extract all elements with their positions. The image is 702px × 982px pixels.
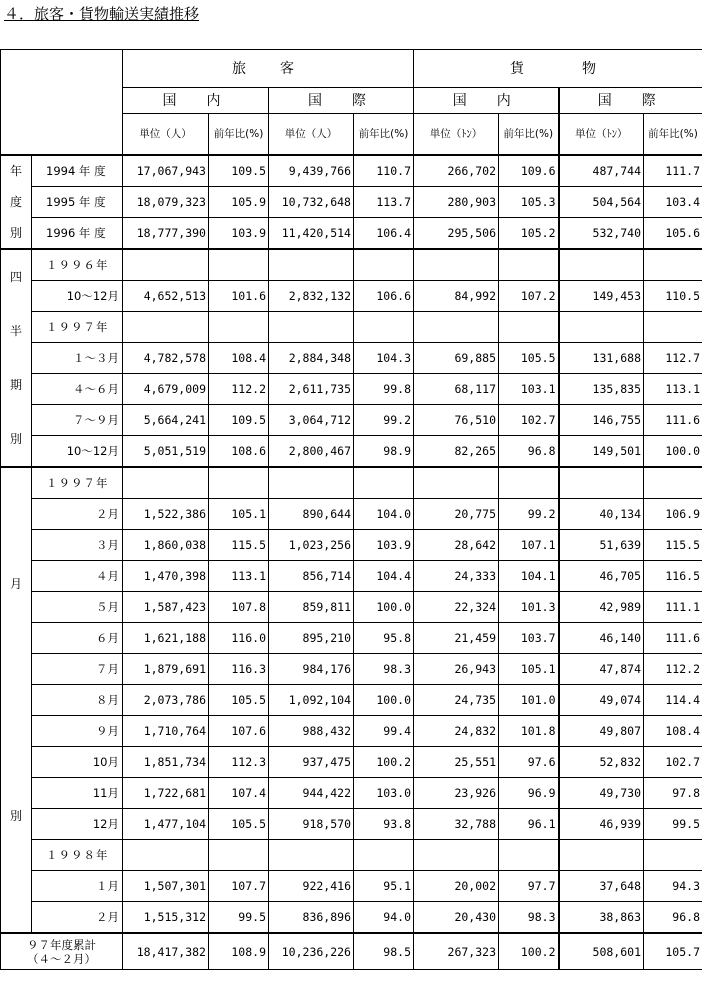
empty-cell — [499, 840, 559, 871]
cell-fd: 295,506 — [414, 218, 499, 250]
group-label-stack — [1, 468, 31, 932]
empty-cell — [644, 467, 702, 499]
group-annual — [1, 155, 32, 249]
cell-fdy: 98.3 — [499, 902, 559, 934]
cell-pd: 1,515,312 — [123, 902, 209, 934]
group-label-char: 四 — [9, 270, 22, 284]
cell-fiy: 100.0 — [644, 436, 702, 468]
cell-piy: 98.5 — [354, 933, 414, 970]
header-freight: 貨 物 — [414, 50, 702, 88]
cell-fi: 38,863 — [559, 902, 644, 934]
cell-fd: 266,702 — [414, 155, 499, 187]
row-label: ３月 — [32, 530, 123, 561]
cell-pi: 918,570 — [269, 809, 354, 840]
cell-fiy: 97.8 — [644, 778, 702, 809]
group-label-char: 月 — [9, 577, 22, 591]
cell-fi: 487,744 — [559, 155, 644, 187]
group-label-char: 度 — [9, 194, 22, 209]
cell-piy: 99.8 — [354, 374, 414, 405]
empty-cell — [123, 840, 209, 871]
cell-fd: 267,323 — [414, 933, 499, 970]
row-label: １月 — [32, 871, 123, 902]
cell-fdy: 107.1 — [499, 530, 559, 561]
cell-pd: 1,851,734 — [123, 747, 209, 778]
cumulative-label-line1: ９７年度累計 — [27, 937, 96, 952]
cell-pi: 984,176 — [269, 654, 354, 685]
table-row — [1, 747, 702, 778]
empty-cell — [123, 312, 209, 343]
group-label-char: 半 — [9, 324, 22, 338]
header-row-1 — [1, 50, 702, 88]
table-row — [1, 778, 702, 809]
cell-pd: 18,777,390 — [123, 218, 209, 250]
row-label: 10～12月 — [32, 281, 123, 312]
empty-cell — [644, 840, 702, 871]
cell-fi: 52,832 — [559, 747, 644, 778]
table-row — [1, 809, 702, 840]
cell-fiy: 113.1 — [644, 374, 702, 405]
empty-cell — [269, 840, 354, 871]
cell-fdy: 101.8 — [499, 716, 559, 747]
table-row — [1, 902, 702, 934]
cell-piy: 104.0 — [354, 499, 414, 530]
header-freight-international: 国 際 — [559, 88, 702, 114]
table-row — [1, 405, 702, 436]
cell-pi: 988,432 — [269, 716, 354, 747]
cell-pi: 937,475 — [269, 747, 354, 778]
cell-fd: 22,324 — [414, 592, 499, 623]
empty-cell — [414, 840, 499, 871]
cell-fiy: 110.5 — [644, 281, 702, 312]
cell-piy: 106.6 — [354, 281, 414, 312]
cell-pdy: 112.3 — [209, 747, 269, 778]
cell-pi: 1,092,104 — [269, 685, 354, 716]
cell-pi: 2,832,132 — [269, 281, 354, 312]
table-row — [1, 871, 702, 902]
cell-fdy: 105.3 — [499, 187, 559, 218]
cell-pdy: 112.2 — [209, 374, 269, 405]
table-row — [1, 623, 702, 654]
cell-pi: 944,422 — [269, 778, 354, 809]
group-quarter — [1, 249, 32, 467]
empty-cell — [559, 840, 644, 871]
cell-fdy: 96.1 — [499, 809, 559, 840]
empty-cell — [354, 840, 414, 871]
cell-fdy: 103.7 — [499, 623, 559, 654]
cell-piy: 113.7 — [354, 187, 414, 218]
cell-pi: 9,439,766 — [269, 155, 354, 187]
yoy-header: 前年比(%) — [499, 114, 559, 156]
cumulative-label — [1, 933, 123, 970]
cell-fdy: 102.7 — [499, 405, 559, 436]
cell-fi: 49,074 — [559, 685, 644, 716]
cell-fdy: 105.5 — [499, 343, 559, 374]
cell-fiy: 111.6 — [644, 405, 702, 436]
cell-pd: 1,587,423 — [123, 592, 209, 623]
cell-pd: 17,067,943 — [123, 155, 209, 187]
empty-cell — [354, 467, 414, 499]
cell-fd: 76,510 — [414, 405, 499, 436]
cell-pdy: 116.3 — [209, 654, 269, 685]
cell-fdy: 97.6 — [499, 747, 559, 778]
cell-fiy: 94.3 — [644, 871, 702, 902]
empty-cell — [269, 467, 354, 499]
cell-fiy: 112.2 — [644, 654, 702, 685]
empty-cell — [559, 249, 644, 281]
group-monthly — [1, 467, 32, 933]
table-row — [1, 187, 702, 218]
row-label: 1994 年 度 — [32, 155, 123, 187]
cell-pd: 18,417,382 — [123, 933, 209, 970]
cell-fiy: 114.4 — [644, 685, 702, 716]
cell-fdy: 96.8 — [499, 436, 559, 468]
cell-fd: 82,265 — [414, 436, 499, 468]
empty-cell — [209, 312, 269, 343]
cell-pi: 2,884,348 — [269, 343, 354, 374]
section-year: １９９７年 — [32, 312, 123, 343]
cell-pdy: 107.8 — [209, 592, 269, 623]
cell-fd: 20,002 — [414, 871, 499, 902]
empty-cell — [499, 312, 559, 343]
page-title: ４．旅客・貨物輸送実績推移 — [4, 5, 200, 23]
row-label: ２月 — [32, 902, 123, 934]
empty-cell — [644, 312, 702, 343]
cell-pi: 10,236,226 — [269, 933, 354, 970]
row-label: ８月 — [32, 685, 123, 716]
empty-cell — [354, 249, 414, 281]
cell-pd: 1,710,764 — [123, 716, 209, 747]
cell-fiy: 106.9 — [644, 499, 702, 530]
cell-piy: 95.8 — [354, 623, 414, 654]
cell-pd: 5,051,519 — [123, 436, 209, 468]
cell-pd: 4,782,578 — [123, 343, 209, 374]
table-row — [1, 654, 702, 685]
cell-pdy: 113.1 — [209, 561, 269, 592]
row-label: ７月 — [32, 654, 123, 685]
row-label: ５月 — [32, 592, 123, 623]
header-passenger-domestic: 国 内 — [123, 88, 269, 114]
cell-pdy: 107.7 — [209, 871, 269, 902]
cell-pd: 1,507,301 — [123, 871, 209, 902]
empty-cell — [209, 249, 269, 281]
cell-pdy: 105.1 — [209, 499, 269, 530]
cell-piy: 100.0 — [354, 685, 414, 716]
row-label: ９月 — [32, 716, 123, 747]
cell-fi: 51,639 — [559, 530, 644, 561]
row-label: 1995 年 度 — [32, 187, 123, 218]
cell-piy: 99.2 — [354, 405, 414, 436]
cell-piy: 94.0 — [354, 902, 414, 934]
row-label: ４～６月 — [32, 374, 123, 405]
cell-pdy: 108.9 — [209, 933, 269, 970]
cell-fdy: 104.1 — [499, 561, 559, 592]
cell-pdy: 108.6 — [209, 436, 269, 468]
group-label-char: 別 — [9, 225, 22, 240]
cell-fdy: 105.1 — [499, 654, 559, 685]
row-label: ２月 — [32, 499, 123, 530]
cell-fi: 149,501 — [559, 436, 644, 468]
cell-pd: 1,477,104 — [123, 809, 209, 840]
cell-piy: 99.4 — [354, 716, 414, 747]
yoy-header: 前年比(%) — [209, 114, 269, 156]
row-label: 12月 — [32, 809, 123, 840]
group-label-stack — [1, 250, 31, 466]
group-label-char: 別 — [9, 432, 22, 446]
yoy-header: 前年比(%) — [644, 114, 702, 156]
cell-pd: 1,621,188 — [123, 623, 209, 654]
table-row — [1, 155, 702, 187]
cell-pi: 836,896 — [269, 902, 354, 934]
table-row — [1, 530, 702, 561]
empty-cell — [354, 312, 414, 343]
empty-cell — [559, 467, 644, 499]
cell-fdy: 107.2 — [499, 281, 559, 312]
cell-piy: 93.8 — [354, 809, 414, 840]
cell-fi: 149,453 — [559, 281, 644, 312]
empty-cell — [414, 312, 499, 343]
cell-fi: 37,648 — [559, 871, 644, 902]
empty-cell — [499, 467, 559, 499]
empty-cell — [269, 249, 354, 281]
cell-piy: 104.4 — [354, 561, 414, 592]
cell-pdy: 105.5 — [209, 685, 269, 716]
empty-cell — [123, 249, 209, 281]
cell-fd: 20,430 — [414, 902, 499, 934]
cell-fdy: 101.3 — [499, 592, 559, 623]
cell-fi: 131,688 — [559, 343, 644, 374]
cell-fd: 68,117 — [414, 374, 499, 405]
cell-fd: 21,459 — [414, 623, 499, 654]
cell-pd: 2,073,786 — [123, 685, 209, 716]
cell-pi: 856,714 — [269, 561, 354, 592]
section-year: １９９７年 — [32, 467, 123, 499]
cell-pd: 4,652,513 — [123, 281, 209, 312]
unit-person: 単位（人） — [123, 114, 209, 156]
cell-fiy: 108.4 — [644, 716, 702, 747]
table-row — [1, 249, 702, 281]
cell-fdy: 101.0 — [499, 685, 559, 716]
cell-fi: 504,564 — [559, 187, 644, 218]
cell-fd: 69,885 — [414, 343, 499, 374]
cell-pd: 1,860,038 — [123, 530, 209, 561]
cell-fiy: 99.5 — [644, 809, 702, 840]
cell-pd: 1,470,398 — [123, 561, 209, 592]
section-year: １９９８年 — [32, 840, 123, 871]
cumulative-label-line2: （４～２月） — [27, 951, 96, 966]
cell-piy: 106.4 — [354, 218, 414, 250]
cell-piy: 110.7 — [354, 155, 414, 187]
cell-fi: 46,705 — [559, 561, 644, 592]
cell-pi: 3,064,712 — [269, 405, 354, 436]
cell-piy: 103.9 — [354, 530, 414, 561]
group-label-char: 年 — [9, 164, 22, 179]
cell-fi: 46,140 — [559, 623, 644, 654]
group-label-stack — [1, 156, 31, 248]
cell-fd: 24,333 — [414, 561, 499, 592]
cell-fi: 42,989 — [559, 592, 644, 623]
cell-pi: 2,611,735 — [269, 374, 354, 405]
table-row — [1, 436, 702, 468]
table-row — [1, 685, 702, 716]
cell-piy: 98.9 — [354, 436, 414, 468]
cell-piy: 104.3 — [354, 343, 414, 374]
cell-fdy: 103.1 — [499, 374, 559, 405]
cell-fd: 26,943 — [414, 654, 499, 685]
cell-fd: 32,788 — [414, 809, 499, 840]
cell-pi: 1,023,256 — [269, 530, 354, 561]
cell-pdy: 101.6 — [209, 281, 269, 312]
cell-fiy: 111.1 — [644, 592, 702, 623]
yoy-header: 前年比(%) — [354, 114, 414, 156]
cell-fi: 49,730 — [559, 778, 644, 809]
empty-cell — [209, 467, 269, 499]
cell-fi: 146,755 — [559, 405, 644, 436]
empty-cell — [559, 312, 644, 343]
cell-fiy: 105.7 — [644, 933, 702, 970]
header-freight-domestic: 国 内 — [414, 88, 559, 114]
table-row — [1, 312, 702, 343]
table-row — [1, 561, 702, 592]
cell-fiy: 116.5 — [644, 561, 702, 592]
cell-fiy: 112.7 — [644, 343, 702, 374]
cell-fiy: 111.7 — [644, 155, 702, 187]
cell-piy: 100.2 — [354, 747, 414, 778]
cell-fd: 23,926 — [414, 778, 499, 809]
cell-pd: 5,664,241 — [123, 405, 209, 436]
cell-piy: 98.3 — [354, 654, 414, 685]
cell-piy: 100.0 — [354, 592, 414, 623]
cell-pdy: 107.6 — [209, 716, 269, 747]
row-label: ６月 — [32, 623, 123, 654]
table-row — [1, 716, 702, 747]
table-row — [1, 374, 702, 405]
cell-fiy: 96.8 — [644, 902, 702, 934]
cell-fi: 47,874 — [559, 654, 644, 685]
cell-pi: 11,420,514 — [269, 218, 354, 250]
cell-pdy: 115.5 — [209, 530, 269, 561]
cell-fiy: 105.6 — [644, 218, 702, 250]
cell-pd: 18,079,323 — [123, 187, 209, 218]
cell-fdy: 105.2 — [499, 218, 559, 250]
table-row — [1, 467, 702, 499]
cell-pdy: 109.5 — [209, 155, 269, 187]
cell-pi: 890,644 — [269, 499, 354, 530]
empty-cell — [414, 467, 499, 499]
cell-pdy: 103.9 — [209, 218, 269, 250]
row-label: 10～12月 — [32, 436, 123, 468]
cell-fdy: 99.2 — [499, 499, 559, 530]
cell-pdy: 99.5 — [209, 902, 269, 934]
cell-fdy: 109.6 — [499, 155, 559, 187]
cell-fdy: 97.7 — [499, 871, 559, 902]
row-label: 10月 — [32, 747, 123, 778]
header-passenger-international: 国 際 — [269, 88, 414, 114]
group-label-char: 期 — [9, 378, 22, 392]
header-passenger: 旅 客 — [123, 50, 414, 88]
cell-pi: 2,800,467 — [269, 436, 354, 468]
cell-piy: 95.1 — [354, 871, 414, 902]
empty-cell — [269, 312, 354, 343]
cell-fiy: 103.4 — [644, 187, 702, 218]
empty-cell — [644, 249, 702, 281]
table-row — [1, 499, 702, 530]
cell-pd: 1,522,386 — [123, 499, 209, 530]
cell-pdy: 107.4 — [209, 778, 269, 809]
empty-cell — [209, 840, 269, 871]
section-year: １９９６年 — [32, 249, 123, 281]
corner-cell — [1, 50, 123, 156]
cell-pd: 1,722,681 — [123, 778, 209, 809]
cell-pd: 4,679,009 — [123, 374, 209, 405]
transport-table — [0, 49, 702, 970]
cell-pd: 1,879,691 — [123, 654, 209, 685]
cumulative-row — [1, 933, 702, 970]
cell-fiy: 111.6 — [644, 623, 702, 654]
cell-fdy: 100.2 — [499, 933, 559, 970]
table-row — [1, 840, 702, 871]
unit-ton: 単位（ﾄﾝ） — [559, 114, 644, 156]
row-label: 1996 年 度 — [32, 218, 123, 250]
cell-fd: 20,775 — [414, 499, 499, 530]
cell-fi: 532,740 — [559, 218, 644, 250]
unit-ton: 単位（ﾄﾝ） — [414, 114, 499, 156]
cell-pi: 895,210 — [269, 623, 354, 654]
cell-fi: 508,601 — [559, 933, 644, 970]
cell-fd: 24,735 — [414, 685, 499, 716]
unit-person: 単位（人） — [269, 114, 354, 156]
cell-pdy: 105.9 — [209, 187, 269, 218]
cell-fiy: 102.7 — [644, 747, 702, 778]
cell-pdy: 105.5 — [209, 809, 269, 840]
empty-cell — [414, 249, 499, 281]
group-label-char: 別 — [9, 809, 22, 823]
cell-piy: 103.0 — [354, 778, 414, 809]
cell-fiy: 115.5 — [644, 530, 702, 561]
cell-fd: 280,903 — [414, 187, 499, 218]
row-label: １～３月 — [32, 343, 123, 374]
cell-fi: 46,939 — [559, 809, 644, 840]
cell-fd: 25,551 — [414, 747, 499, 778]
table-row — [1, 218, 702, 250]
table-row — [1, 281, 702, 312]
row-label: ４月 — [32, 561, 123, 592]
row-label: ７～９月 — [32, 405, 123, 436]
cell-pi: 859,811 — [269, 592, 354, 623]
cell-pi: 922,416 — [269, 871, 354, 902]
table-row — [1, 343, 702, 374]
empty-cell — [499, 249, 559, 281]
cell-fi: 49,807 — [559, 716, 644, 747]
cell-pi: 10,732,648 — [269, 187, 354, 218]
cell-fd: 84,992 — [414, 281, 499, 312]
cell-fdy: 96.9 — [499, 778, 559, 809]
cell-pdy: 116.0 — [209, 623, 269, 654]
cell-fi: 40,134 — [559, 499, 644, 530]
cell-fd: 28,642 — [414, 530, 499, 561]
cell-fd: 24,832 — [414, 716, 499, 747]
row-label: 11月 — [32, 778, 123, 809]
cell-pdy: 109.5 — [209, 405, 269, 436]
cell-pdy: 108.4 — [209, 343, 269, 374]
table-row — [1, 592, 702, 623]
empty-cell — [123, 467, 209, 499]
cell-fi: 135,835 — [559, 374, 644, 405]
